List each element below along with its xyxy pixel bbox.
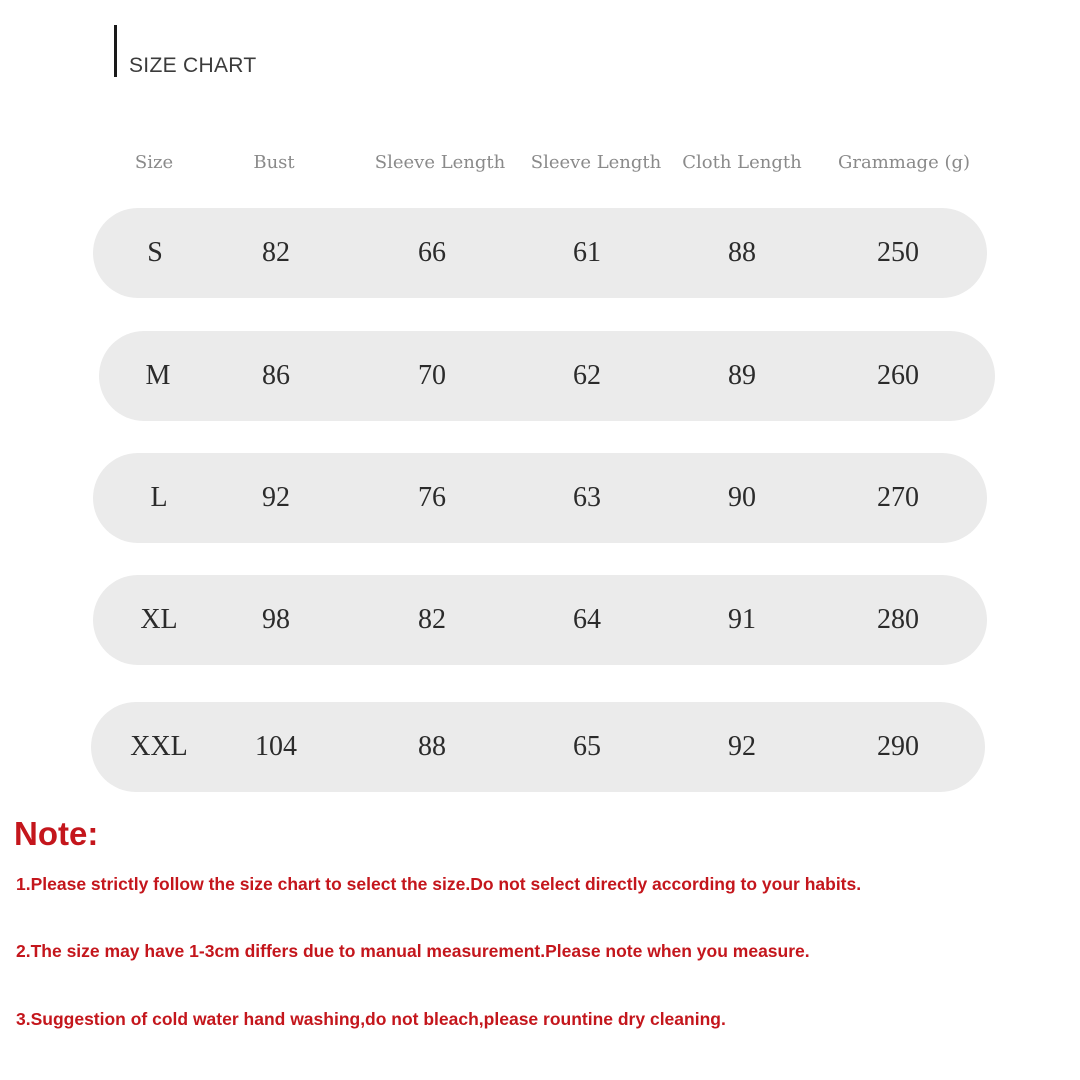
- header-size: Size: [134, 152, 174, 173]
- cell-sleeve-length-1: 66: [418, 237, 446, 268]
- table-row: [93, 575, 987, 665]
- cell-cloth-length: 90: [728, 482, 756, 513]
- cell-size: S: [147, 237, 163, 268]
- cell-sleeve-length-1: 82: [418, 604, 446, 635]
- cell-grammage: 260: [877, 360, 919, 391]
- cell-sleeve-length-2: 63: [573, 482, 601, 513]
- title-accent-bar: [114, 25, 117, 77]
- table-row: [93, 208, 987, 298]
- cell-grammage: 290: [877, 731, 919, 762]
- cell-sleeve-length-2: 62: [573, 360, 601, 391]
- cell-sleeve-length-2: 61: [573, 237, 601, 268]
- note-line-1: 1.Please strictly follow the size chart to select the size.Do not select directly according to your habits.: [16, 874, 862, 894]
- table-row: [93, 453, 987, 543]
- cell-cloth-length: 91: [728, 604, 756, 635]
- cell-grammage: 270: [877, 482, 919, 513]
- page-title: SIZE CHART: [129, 54, 257, 77]
- cell-bust: 104: [255, 731, 297, 762]
- header-sleeve-length-2: Sleeve Length: [530, 152, 662, 173]
- cell-cloth-length: 88: [728, 237, 756, 268]
- note-line-3: 3.Suggestion of cold water hand washing,do not bleach,please rountine dry cleaning.: [16, 1009, 726, 1029]
- header-sleeve-length-1: Sleeve Length: [374, 152, 506, 173]
- table-row: [91, 702, 985, 792]
- cell-grammage: 250: [877, 237, 919, 268]
- header-cloth-length: Cloth Length: [682, 152, 802, 173]
- cell-sleeve-length-1: 76: [418, 482, 446, 513]
- cell-bust: 92: [262, 482, 290, 513]
- cell-size: XXL: [130, 731, 188, 762]
- cell-sleeve-length-1: 88: [418, 731, 446, 762]
- cell-bust: 82: [262, 237, 290, 268]
- header-grammage: Grammage (g): [837, 152, 971, 173]
- cell-size: M: [145, 360, 171, 391]
- note-title: Note:: [14, 815, 99, 852]
- cell-bust: 98: [262, 604, 290, 635]
- cell-sleeve-length-2: 65: [573, 731, 601, 762]
- cell-cloth-length: 92: [728, 731, 756, 762]
- header-bust: Bust: [253, 152, 295, 173]
- table-row: [99, 331, 995, 421]
- cell-sleeve-length-2: 64: [573, 604, 601, 635]
- cell-size: L: [150, 482, 168, 513]
- cell-bust: 86: [262, 360, 290, 391]
- cell-sleeve-length-1: 70: [418, 360, 446, 391]
- cell-size: XL: [140, 604, 178, 635]
- note-line-2: 2.The size may have 1-3cm differs due to manual measurement.Please note when you measure.: [16, 941, 810, 961]
- cell-cloth-length: 89: [728, 360, 756, 391]
- cell-grammage: 280: [877, 604, 919, 635]
